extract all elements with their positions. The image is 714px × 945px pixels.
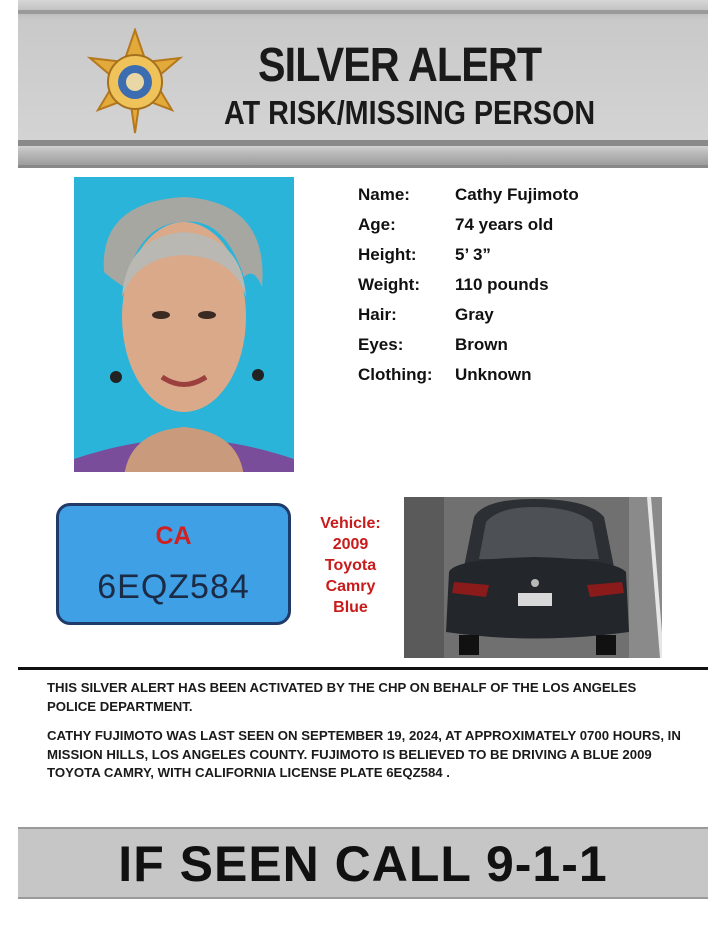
vehicle-model: Camry — [325, 578, 376, 595]
alert-header — [18, 0, 708, 168]
header-rule-top — [18, 10, 708, 14]
detail-label: Name: — [358, 185, 410, 204]
vehicle-year: 2009 — [332, 536, 369, 553]
chp-badge-icon — [80, 28, 190, 138]
detail-row-clothing — [358, 360, 579, 390]
person-details — [358, 180, 579, 390]
detail-value: Cathy Fujimoto — [455, 185, 579, 204]
detail-row-name — [358, 180, 579, 210]
detail-value: Unknown — [455, 365, 532, 384]
detail-label: Hair: — [358, 305, 397, 324]
detail-value: 5’ 3” — [455, 245, 491, 264]
license-plate — [56, 503, 291, 625]
detail-row-height — [358, 240, 579, 270]
alert-subtitle: AT RISK/MISSING PERSON — [224, 94, 596, 131]
detail-label: Age: — [358, 215, 396, 234]
vehicle-label: Vehicle: — [320, 515, 381, 532]
detail-label: Clothing: — [358, 365, 433, 384]
vehicle-color: Blue — [333, 599, 368, 616]
detail-label: Eyes: — [358, 335, 404, 354]
plate-state: CA — [155, 522, 192, 550]
detail-label: Height: — [358, 245, 417, 264]
detail-row-eyes — [358, 330, 579, 360]
alert-paragraph-1: THIS SILVER ALERT HAS BEEN ACTIVATED BY THE CHP ON BEHALF OF THE LOS ANGELES POLICE DEPARTMENT. — [47, 680, 637, 714]
plate-number: 6EQZ584 — [97, 568, 250, 606]
call-banner — [18, 827, 708, 899]
vehicle-info — [303, 513, 398, 618]
section-divider — [18, 667, 708, 670]
detail-value: Brown — [455, 335, 508, 354]
vehicle-photo — [404, 497, 662, 658]
header-rule-bottom — [18, 140, 708, 146]
detail-label: Weight: — [358, 275, 421, 294]
alert-paragraph-2: CATHY FUJIMOTO WAS LAST SEEN ON SEPTEMBER 19, 2024, AT APPROXIMATELY 0700 HOURS, IN MISSION HILLS, LOS ANGELES COUNTY. FUJIMOTO IS BELIEVED TO BE DRIVING A BLUE 2009 TOYOTA CAMRY, WITH CALIFORNIA LICENSE PLATE 6EQZ584 . — [47, 728, 681, 780]
detail-row-age — [358, 210, 579, 240]
alert-title: SILVER ALERT — [258, 39, 542, 92]
detail-value: Gray — [455, 305, 494, 324]
missing-person-photo — [74, 177, 294, 472]
detail-value: 110 pounds — [455, 275, 549, 294]
detail-row-hair — [358, 300, 579, 330]
detail-row-weight — [358, 270, 579, 300]
detail-value: 74 years old — [455, 215, 554, 234]
call-banner-text: IF SEEN CALL 9-1-1 — [118, 836, 608, 892]
vehicle-make: Toyota — [324, 557, 377, 574]
